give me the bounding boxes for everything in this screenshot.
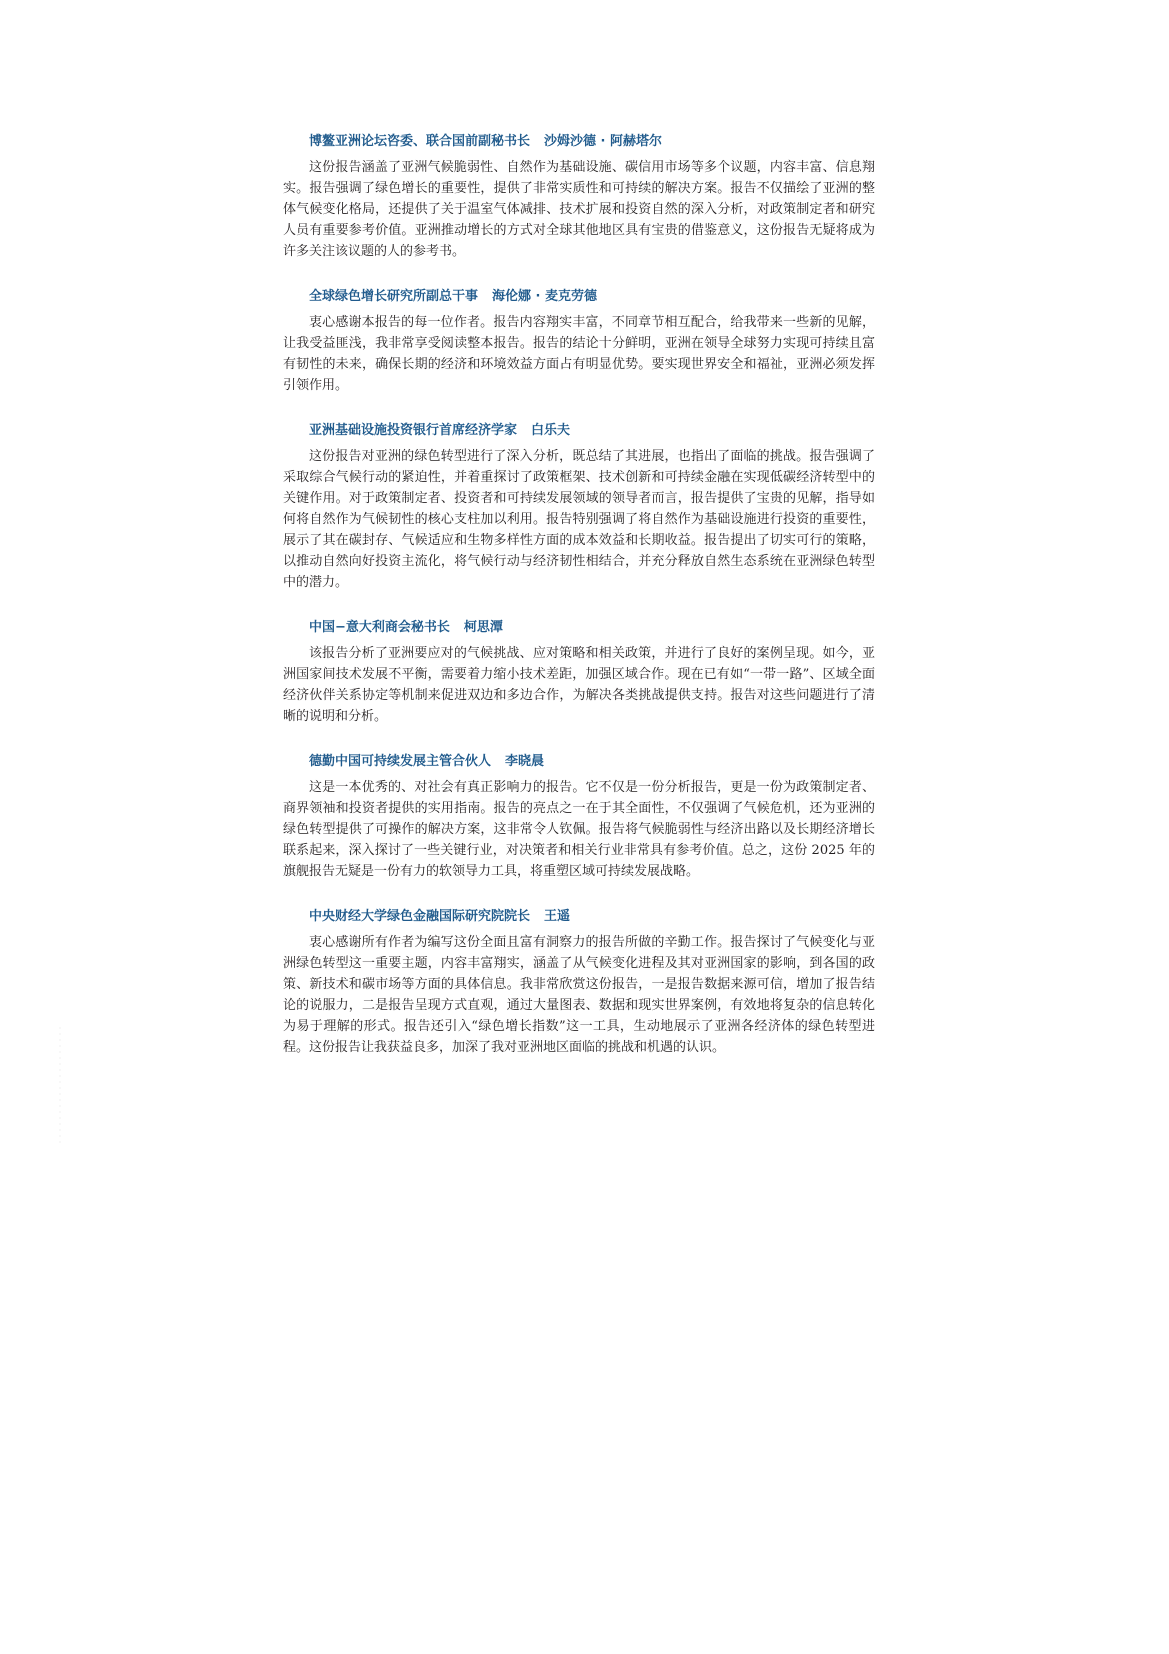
endorser-heading xyxy=(309,422,875,440)
endorser-heading xyxy=(309,753,875,771)
endorsement-text: 衷心感谢所有作者为编写这份全面且富有洞察力的报告所做的辛勤工作。报告探讨了气候变化与亚洲绿色转型这一重要主题，内容丰富翔实，涵盖了从气候变化进程及其对亚洲国家的影响，到各国的政策、新技术和碳市场等方面的具体信息。我非常欣赏这份报告，一是报告数据来源可信，增加了报告结论的说服力，二是报告呈现方式直观，通过大量图表、数据和现实世界案例，有效地将复杂的信息转化为易于理解的形式。报告还引入“绿色增长指数”这一工具，生动地展示了亚洲各经济体的绿色转型进程。这份报告让我获益良多，加深了我对亚洲地区面临的挑战和机遇的认识。 xyxy=(283,935,875,1055)
endorsement-item xyxy=(283,133,875,262)
endorsement-item xyxy=(283,288,875,396)
endorser-title: 亚洲基础设施投资银行首席经济学家 xyxy=(309,423,518,438)
endorsement-text: 衷心感谢本报告的每一位作者。报告内容翔实丰富，不同章节相互配合，给我带来一些新的见解，让我受益匪浅，我非常享受阅读整本报告。报告的结论十分鲜明，亚洲在领导全球努力实现可持续且富有韧性的未来，确保长期的经济和环境效益方面占有明显优势。要实现世界安全和福祉，亚洲必须发挥引领作用。 xyxy=(283,315,875,393)
endorser-name: 沙姆沙德 · 阿赫塔尔 xyxy=(544,134,663,149)
endorsement-item xyxy=(283,619,875,727)
endorsement-text: 这份报告涵盖了亚洲气候脆弱性、自然作为基础设施、碳信用市场等多个议题，内容丰富、信息翔实。报告强调了绿色增长的重要性，提供了非常实质性和可持续的解决方案。报告不仅描绘了亚洲的整体气候变化格局，还提供了关于温室气体减排、技术扩展和投资自然的深入分析，对政策制定者和研究人员有重要参考价值。亚洲推动增长的方式对全球其他地区具有宝贵的借鉴意义，这份报告无疑将成为许多关注该议题的人的参考书。 xyxy=(283,160,875,259)
endorser-title: 中国−意大利商会秘书长 xyxy=(309,620,450,635)
endorser-name: 白乐夫 xyxy=(531,423,571,438)
endorsement-text: 这是一本优秀的、对社会有真正影响力的报告。它不仅是一份分析报告，更是一份为政策制定者、商界领袖和投资者提供的实用指南。报告的亮点之一在于其全面性，不仅强调了气候危机，还为亚洲的绿色转型提供了可操作的解决方案，这非常令人钦佩。报告将气候脆弱性与经济出路以及长期经济增长联系起来，深入探讨了一些关键行业，对决策者和相关行业非常具有参考价值。总之，这份 2025 年的旗舰报告无疑是一份有力的软领导力工具，将重塑区域可持续发展战略。 xyxy=(283,780,875,879)
margin-dots-decoration xyxy=(59,1025,61,1145)
endorsement-item xyxy=(283,753,875,882)
endorser-heading xyxy=(309,908,875,926)
endorsement-item xyxy=(283,908,875,1058)
endorsement-text: 该报告分析了亚洲要应对的气候挑战、应对策略和相关政策，并进行了良好的案例呈现。如今，亚洲国家间技术发展不平衡，需要着力缩小技术差距，加强区域合作。现在已有如“一带一路”、区域全面经济伙伴关系协定等机制来促进双边和多边合作，为解决各类挑战提供支持。报告对这些问题进行了清晰的说明和分析。 xyxy=(283,646,875,724)
endorsements-section xyxy=(283,133,875,1084)
endorser-title: 中央财经大学绿色金融国际研究院院长 xyxy=(309,909,531,924)
endorser-title: 全球绿色增长研究所副总干事 xyxy=(309,289,479,304)
endorser-name: 王遥 xyxy=(544,909,571,924)
endorsement-text: 这份报告对亚洲的绿色转型进行了深入分析，既总结了其进展，也指出了面临的挑战。报告强调了采取综合气候行动的紧迫性，并着重探讨了政策框架、技术创新和可持续金融在实现低碳经济转型中的关键作用。对于政策制定者、投资者和可持续发展领域的领导者而言，报告提供了宝贵的见解，指导如何将自然作为气候韧性的核心支柱加以利用。报告特别强调了将自然作为基础设施进行投资的重要性，展示了其在碳封存、气候适应和生物多样性方面的成本效益和长期收益。报告提出了切实可行的策略，以推动自然向好投资主流化，将气候行动与经济韧性相结合，并充分释放自然生态系统在亚洲绿色转型中的潜力。 xyxy=(283,449,875,590)
endorser-title: 德勤中国可持续发展主管合伙人 xyxy=(309,754,492,769)
endorser-name: 柯思潭 xyxy=(463,620,503,635)
endorser-title: 博鳌亚洲论坛咨委、联合国前副秘书长 xyxy=(309,134,531,149)
endorser-heading xyxy=(309,288,875,306)
endorser-name: 李晓晨 xyxy=(505,754,545,769)
endorser-heading xyxy=(309,619,875,637)
endorser-name: 海伦娜 · 麦克劳德 xyxy=(492,289,598,304)
endorsement-item xyxy=(283,422,875,593)
endorser-heading xyxy=(309,133,875,151)
